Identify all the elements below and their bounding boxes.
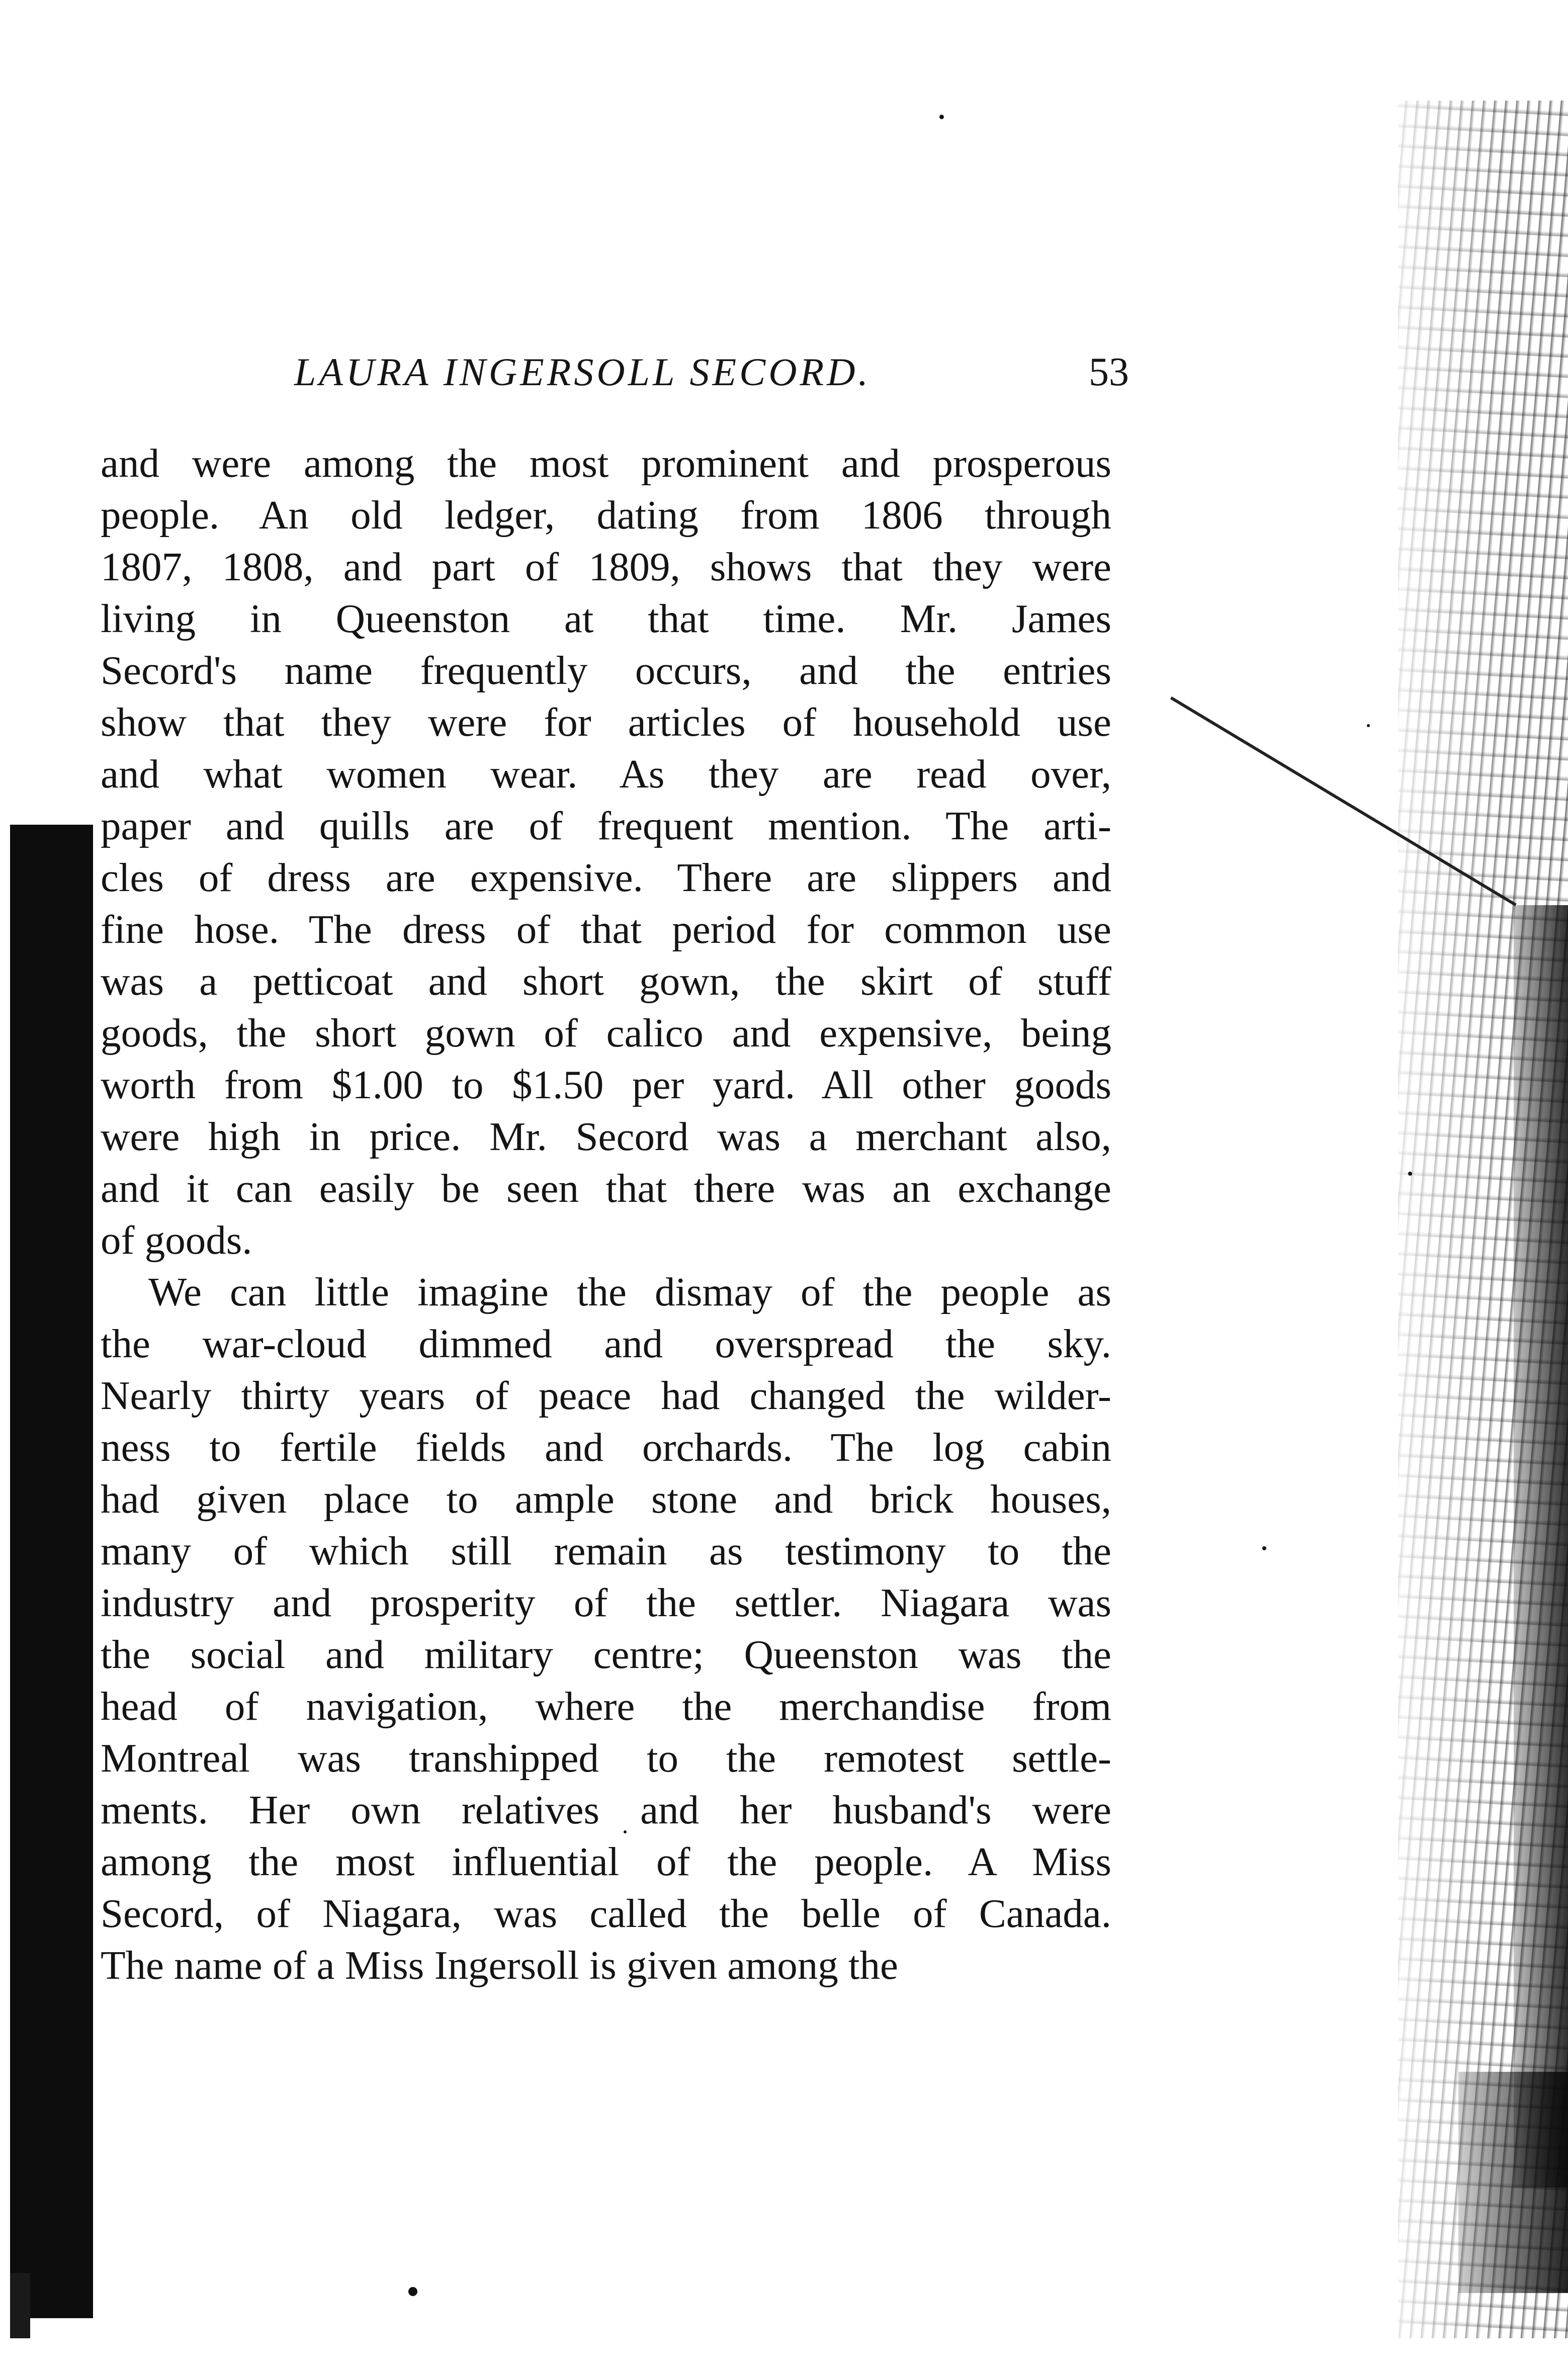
text-line: Nearly thirty years of peace had changed the wilder-: [101, 1373, 1111, 1418]
text-line: and were among the most prominent and prosperous: [101, 441, 1111, 486]
text-line: The name of a Miss Ingersoll is given among the: [101, 1943, 898, 1988]
text-line: and what women wear. As they are read over,: [101, 751, 1111, 797]
text-line: head of navigation, where the merchandise from: [101, 1684, 1111, 1729]
scan-binding-shadow-tail: [10, 2273, 30, 2338]
scan-binding-shadow: [10, 825, 93, 2318]
page-edge-shadow-lower: [1458, 2072, 1568, 2293]
text-line: show that they were for articles of household use: [101, 699, 1111, 745]
ink-speck: [1262, 1546, 1266, 1550]
text-line: and it can easily be seen that there was an exchange: [101, 1166, 1111, 1211]
text-line: living in Queenston at that time. Mr. James: [101, 596, 1111, 641]
text-line: We can little imagine the dismay of the people as: [148, 1269, 1111, 1314]
body-text: [101, 437, 1111, 1991]
text-line: cles of dress are expensive. There are slippers and: [101, 855, 1111, 900]
ink-speck: [1367, 724, 1370, 727]
text-line: was a petticoat and short gown, the skirt of stuff: [101, 958, 1111, 1004]
text-line: people. An old ledger, dating from 1806 through: [101, 492, 1111, 538]
text-line: many of which still remain as testimony to the: [101, 1528, 1111, 1573]
text-line: among the most influential of the people. A Miss: [101, 1839, 1111, 1884]
text-line: the war-cloud dimmed and overspread the sky.: [101, 1321, 1111, 1366]
text-line: had given place to ample stone and brick houses,: [101, 1476, 1111, 1522]
text-line: ments. Her own relatives and her husband's were: [101, 1787, 1111, 1832]
text-line: industry and prosperity of the settler. Niagara was: [101, 1580, 1111, 1625]
text-line: of goods.: [101, 1217, 252, 1263]
text-line: were high in price. Mr. Secord was a merchant also,: [101, 1114, 1111, 1159]
ink-speck: [939, 115, 944, 119]
ink-speck: [408, 2287, 417, 2296]
text-line: Montreal was transhipped to the remotest settle-: [101, 1735, 1111, 1781]
text-line: goods, the short gown of calico and expensive, being: [101, 1010, 1111, 1056]
text-line: ness to fertile fields and orchards. The log cabin: [101, 1425, 1111, 1470]
text-line: worth from $1.00 to $1.50 per yard. All other goods: [101, 1062, 1111, 1107]
ink-speck: [1408, 1172, 1412, 1176]
text-line: paper and quills are of frequent mention. The arti-: [101, 803, 1111, 848]
page-edge-shadow: [1514, 905, 1568, 2187]
text-line: fine hose. The dress of that period for common use: [101, 907, 1111, 952]
running-head-title: LAURA INGERSOLL SECORD.: [294, 350, 872, 394]
text-line: 1807, 1808, and part of 1809, shows that they were: [101, 544, 1111, 589]
page-number: 53: [1089, 350, 1129, 394]
text-line: Secord, of Niagara, was called the belle of Canada.: [101, 1891, 1111, 1936]
running-head: [294, 349, 1129, 410]
text-line: the social and military centre; Queenston was the: [101, 1632, 1111, 1677]
text-line: Secord's name frequently occurs, and the entries: [101, 648, 1111, 693]
